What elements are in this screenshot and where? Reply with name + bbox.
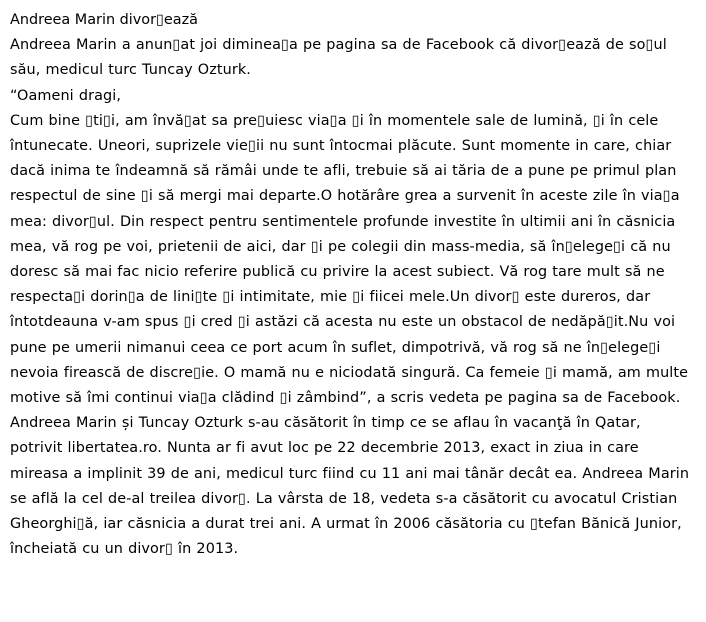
- paragraph-lead: Andreea Marin a anun▯at joi diminea▯a pe pagina sa de Facebook că divor▯ează de so▯ul său, medicul turc Tuncay Ozturk.: [10, 37, 667, 79]
- document-title: Andreea Marin divor▯ează: [10, 12, 198, 28]
- paragraph-background: Andreea Marin și Tuncay Ozturk s-au căsătorit în timp ce se aflau în vacanţă în Qatar, potrivit libertatea.ro. Nunta ar fi avut loc pe 22 decembrie 2013, exact in ziua in care mireasa a implinit 39 de ani, medicul turc fiind cu 11 ani mai tânăr decât ea. Andreea Marin se află la cel de-al treilea divor▯. La vârsta de 18, vedeta s-a căsătorit cu avocatul Cristian Gheorghi▯ă, iar căsnicia a durat trei ani. A urmat în 2006 căsătoria cu ▯tefan Bănică Junior, încheiată cu un divor▯ în 2013.: [10, 415, 690, 558]
- paragraph-salutation: “Oameni dragi,: [10, 87, 122, 104]
- paragraph-statement: Cum bine ▯ti▯i, am învă▯at sa pre▯uiesc via▯a ▯i în momentele sale de lumină, ▯i în cele întunecate. Uneori, suprizele vie▯ii nu sunt întocmai plăcute. Sunt momente in care, chiar dacă inima te îndeamnă să rămâi unde te afli, trebuie să ai tăria de a pune pe primul plan respectul de sine ▯i să mergi mai departe.O hotărâre grea a survenit în aceste zile în via▯a mea: divor▯ul. Din respect pentru sentimentele profunde investite în ultimii ani în căsnicia mea, vă rog pe voi, prietenii de aici, dar ▯i pe colegii din mass-media, să în▯elege▯i că nu doresc să mai fac nicio referire publică cu privire la acest subiect. Vă rog tare mult să ne respecta▯i dorin▯a de lini▯te ▯i intimitate, mie ▯i fiicei mele.Un divor▯ este dureros, dar întotdeauna v-am spus ▯i cred ▯i astăzi că acesta nu este un obstacol de nedăpă▯it.Nu voi pune pe umerii nimanui ceea ce port acum în suflet, dimpotrivă, vă rog să ne în▯elege▯i nevoia firească de discre▯ie. O mamă nu e niciodată singură. Ca femeie ▯i mamă, am multe motive să îmi continui via▯a clădind ▯i zâmbind”, a scris vedeta pe pagina sa de Facebook.: [10, 112, 689, 407]
